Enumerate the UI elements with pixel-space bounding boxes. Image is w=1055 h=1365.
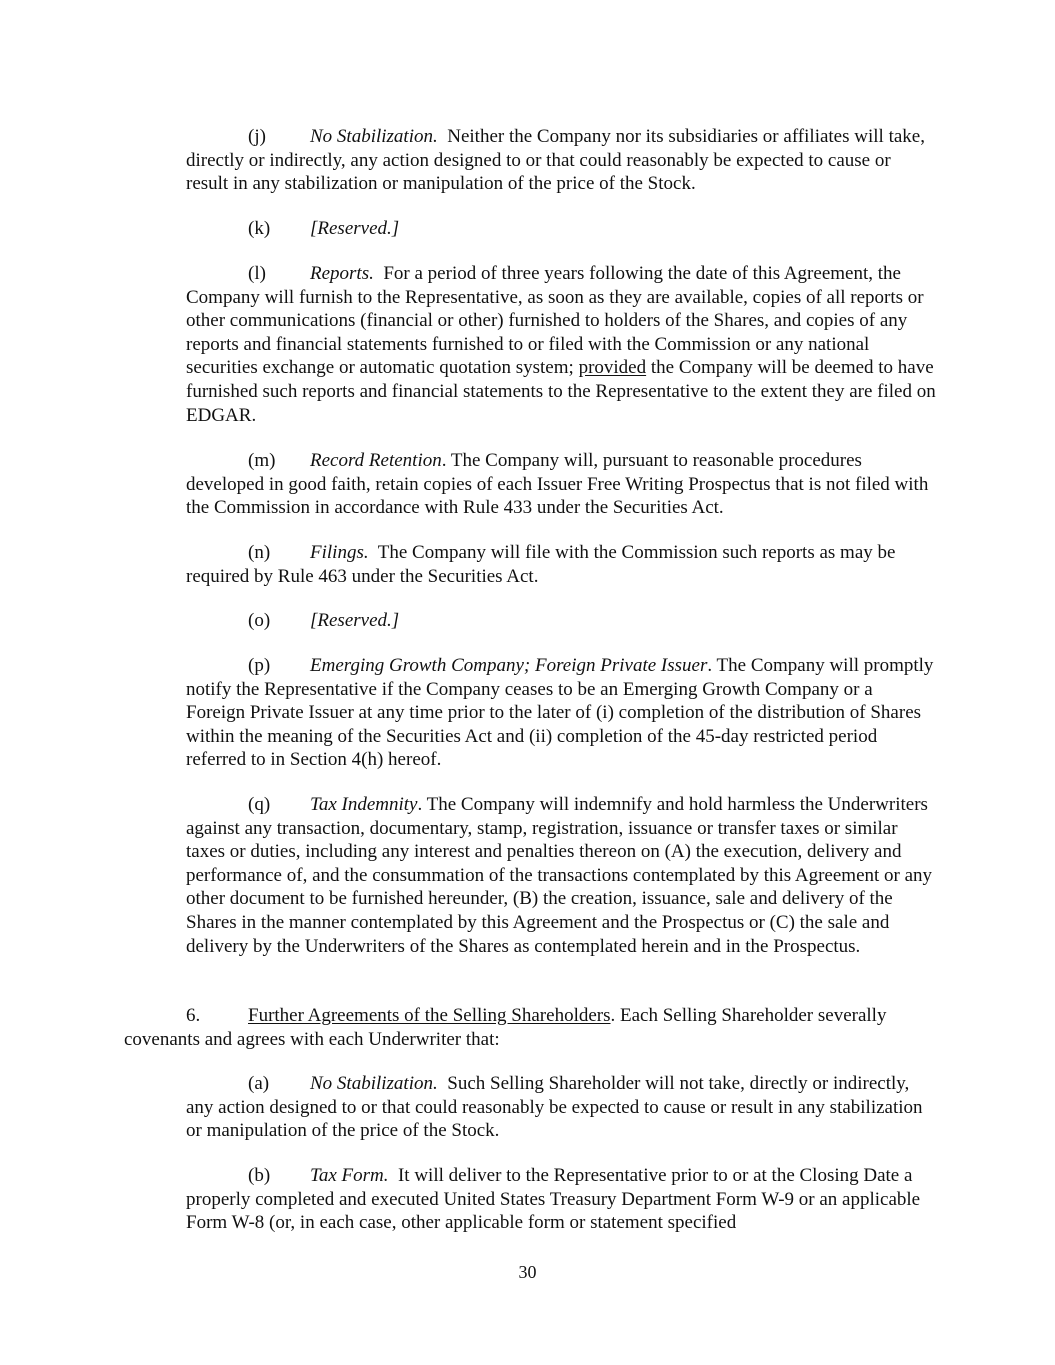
provided-term: provided bbox=[578, 357, 647, 379]
paragraph-number: (p) bbox=[248, 655, 271, 676]
paragraph-o bbox=[186, 609, 936, 633]
paragraph-title: Tax Indemnity bbox=[310, 794, 418, 815]
paragraph-number: (b) bbox=[248, 1165, 271, 1186]
page-number: 30 bbox=[518, 1262, 537, 1282]
paragraph-number: (q) bbox=[248, 794, 271, 815]
paragraph-j bbox=[186, 125, 936, 196]
paragraph-title: Emerging Growth Company; Foreign Private Issuer bbox=[310, 655, 708, 676]
paragraph-q bbox=[186, 793, 936, 958]
paragraph-title: Filings. bbox=[310, 542, 369, 563]
paragraph-body: . The Company will promptly notify the Representative if the Company ceases to be an Emerging Growth Company or a Foreign Private Issuer at any time prior to the later of (i) completion of the distribution of Shares within the meaning of the Securities Act and (ii) completion of the 45-day restricted period referred to in Section 4(h) hereof. bbox=[186, 655, 934, 771]
paragraph-number: (l) bbox=[248, 263, 266, 284]
section-number: 6. bbox=[186, 1005, 201, 1026]
paragraph-title: Tax Form. bbox=[310, 1165, 389, 1186]
paragraph-number: (n) bbox=[248, 542, 271, 563]
paragraph-body: Such Selling Shareholder will not take, directly or indirectly, any action designed to or that could reasonably be expected to cause or result in any stabilization or manipulation of the price of the Stock. bbox=[186, 1073, 923, 1142]
paragraph-title: [Reserved.] bbox=[310, 218, 400, 239]
paragraph-number: (o) bbox=[248, 610, 271, 631]
paragraph-body: For a period of three years following the date of this Agreement, the Company will furnish to the Representative, as soon as they are available, copies of all reports or other communications (financial or other) furnished to holders of the Shares, and copies of any reports and financial statements furnished to or filed with the Commission or any national securities exchange or automatic quotation system; bbox=[186, 263, 924, 379]
paragraph-title: [Reserved.] bbox=[310, 610, 400, 631]
paragraph-m bbox=[186, 449, 936, 520]
paragraph-number: (m) bbox=[248, 450, 276, 471]
paragraph-title: Reports. bbox=[310, 263, 374, 284]
paragraph-body: . The Company will indemnify and hold harmless the Underwriters against any transaction, documentary, stamp, registration, issuance or transfer taxes or similar taxes or duties, including any interest and penalties thereon on (A) the execution, delivery and performance of, and the consummation of the transactions contemplated by this Agreement or any other document to be furnished hereunder, (B) the creation, issuance, sale and delivery of the Shares in the manner contemplated by this Agreement and the Prospectus or (C) the sale and delivery by the Underwriters of the Shares as contemplated herein and in the Prospectus. bbox=[186, 794, 933, 957]
paragraph-6b bbox=[186, 1164, 936, 1235]
paragraph-n bbox=[186, 541, 936, 588]
paragraph-6a bbox=[186, 1072, 936, 1143]
paragraph-body: . The Company will, pursuant to reasonable procedures developed in good faith, retain copies of each Issuer Free Writing Prospectus that is not filed with the Commission in accordance with Rule 433 under the Securities Act. bbox=[186, 450, 929, 519]
section-6 bbox=[124, 1004, 924, 1051]
section-body: . Each Selling Shareholder severally covenants and agrees with each Underwriter that: bbox=[124, 1005, 887, 1050]
paragraph-k bbox=[186, 217, 936, 241]
paragraph-body: It will deliver to the Representative prior to or at the Closing Date a properly completed and executed United States Treasury Department Form W-9 or an applicable Form W-8 (or, in each case, other applicable form or statement specified bbox=[186, 1165, 921, 1234]
paragraph-body: The Company will file with the Commission such reports as may be required by Rule 463 under the Securities Act. bbox=[186, 542, 896, 587]
paragraph-number: (j) bbox=[248, 126, 266, 147]
paragraph-number: (k) bbox=[248, 218, 271, 239]
paragraph-title: No Stabilization. bbox=[310, 1073, 438, 1094]
paragraph-body: Neither the Company nor its subsidiaries or affiliates will take, directly or indirectly, any action designed to or that could reasonably be expected to cause or result in any stabilization or manipulation of the price of the Stock. bbox=[186, 126, 925, 195]
paragraph-p bbox=[186, 654, 936, 772]
paragraph-body-continued: the Company will be deemed to have furnished such reports and financial statements to the Representative to the extent they are filed on EDGAR. bbox=[186, 357, 936, 426]
section-heading: Further Agreements of the Selling Shareholders bbox=[248, 1005, 611, 1026]
paragraph-title: No Stabilization. bbox=[310, 126, 438, 147]
paragraph-l bbox=[186, 262, 936, 427]
paragraph-number: (a) bbox=[248, 1073, 270, 1094]
paragraph-title: Record Retention bbox=[310, 450, 442, 471]
